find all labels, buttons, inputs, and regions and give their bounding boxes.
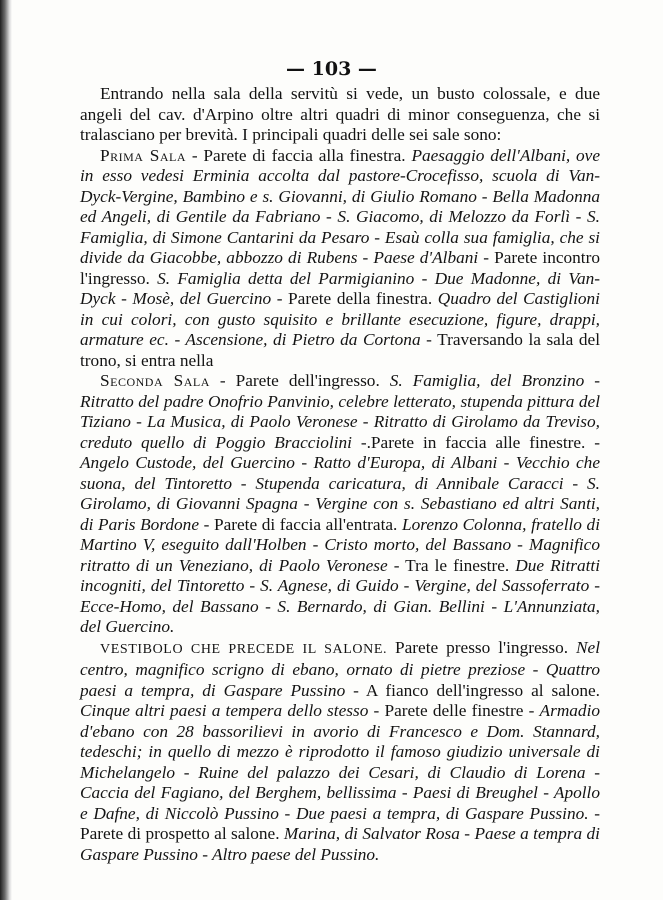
vestibolo-text-3: - Parete delle finestre -: [368, 701, 540, 720]
vestibolo-works-1: Nel centro, magnifico scrigno di ebano, ornato di pietre preziose - Quattro paesi a tempra, di Gaspare Pussino: [80, 637, 600, 700]
seconda-sala-text-4: - Tra le finestre.: [387, 555, 516, 575]
prima-sala-works-1: Paesaggio dell'Albani, ove in esso vedesi Erminia accolta dal pastore-Crocefisso, scuola di Van-Dyck-Vergine, Bambino e s. Giovanni, di Giulio Romano - Bella Madonna ed Angeli, di Gentile da Fabriano - S. Giacomo, di Melozzo da Forlì - S. Famiglia, di Simone Cantarini da Pesaro - Esaù colla sua famiglia, che si divide da Giacobbe, abbozzo di Rubens - Paese d'Albani: [80, 145, 601, 267]
seconda-sala-heading: Seconda Sala: [100, 371, 210, 390]
seconda-sala-works-1: S. Famiglia, del Bronzino - Ritratto del padre Onofrio Panvinio, celebre letterato, stupenda pittura del Tiziano - La Musica, di Paolo Veronese - Ritratto di Girolamo da Treviso, creduto quello di Poggio Bracciolini: [80, 371, 600, 452]
vestibolo-text-1: Parete presso l'ingresso.: [387, 637, 576, 657]
seconda-sala-works-4: Due Ritratti incogniti, del Tintoretto - S. Agnese, di Guido - Vergine, del Sassoferrato - Ecce-Homo, del Bassano - S. Bernardo, di Gian. Bellini - L'Annunziata, del Guercino.: [80, 555, 601, 636]
vestibolo-text-4: - Parete di prospetto al salone.: [80, 803, 600, 843]
vestibolo-paragraph: [80, 638, 600, 866]
seconda-sala-text-2: -.Parete in faccia alle finestre.: [351, 432, 595, 452]
prima-sala-text-2: - Parete incontro l'ingresso.: [80, 248, 600, 288]
vestibolo-text-2: - A fianco dell'ingresso al salone.: [345, 680, 600, 700]
vestibolo-works-4: Marina, di Salvator Rosa - Paese a tempra di Gaspare Pussino - Altro paese del Pussino.: [80, 824, 600, 864]
seconda-sala-works-3: Lorenzo Colonna, fratello di Martino V, eseguito dall'Holben - Cristo morto, del Bassano - Magnifico ritratto di un Veneziano, di Paolo Veronese: [80, 514, 601, 575]
prima-sala-works-2: S. Famiglia detta del Parmigianino - Due Madonne, di Van-Dyck - Mosè, del Guercino: [80, 268, 600, 308]
prima-sala-text-3: - Parete della finestra.: [271, 289, 438, 308]
seconda-sala-paragraph: [80, 371, 600, 638]
seconda-sala-text-3: - Parete di faccia all'entrata.: [198, 514, 402, 534]
vestibolo-heading: VESTIBOLO CHE PRECEDE IL SALONE.: [100, 641, 388, 657]
prima-sala-works-3: Quadro del Castiglioni in cui colori, con gusto squisito e brillante esecuzione, figure, drappi, armature ec. - Ascensione, di Pietro da Cortona: [80, 289, 600, 349]
page-body: [80, 84, 600, 865]
intro-paragraph: Entrando nella sala della servitù si vede, un busto colossale, e due angeli del cav. d'Arpino oltre altri quadri di minor conseguenza, che si tralasciano per brevità. I principali quadri delle sei sale sono:: [80, 84, 600, 144]
vestibolo-works-2: Cinque altri paesi a tempera dello stesso: [80, 701, 369, 720]
prima-sala-heading: Prima Sala: [100, 145, 187, 165]
vestibolo-works-3: Armadio d'ebano con 28 bassorilievi in avorio di Francesco e Dom. Stannard, tedeschi; in quello di mezzo è riprodotto il famoso giudizio universale di Michelangelo - Ruine del palazzo dei Cesari, di Claudio di Lorena - Caccia del Fagiano, del Berghem, bellissima - Paesi di Breughel - Apollo e Dafne, di Niccolò Pussino - Due paesi a tempra, di Gaspare Pussino.: [80, 701, 601, 823]
page-number: — 103 —: [286, 58, 377, 80]
seconda-sala-works-2: - Angelo Custode, del Guercino - Ratto d'Europa, di Albani - Vecchio che suona, del Tintoretto - Stupenda caricatura, di Annibale Caracci - S. Girolamo, di Giovanni Spagna - Vergine con s. Sebastiano ed altri Santi, di Paris Bordone: [80, 432, 601, 534]
seconda-sala-text-1: - Parete dell'ingresso.: [209, 371, 390, 390]
page-binding-shadow: [0, 0, 12, 900]
prima-sala-text-1: - Parete di faccia alla finestra.: [186, 145, 412, 165]
prima-sala-paragraph: [80, 146, 600, 372]
prima-sala-text-4: - Traversando la sala del trono, si entra nella: [80, 330, 600, 370]
